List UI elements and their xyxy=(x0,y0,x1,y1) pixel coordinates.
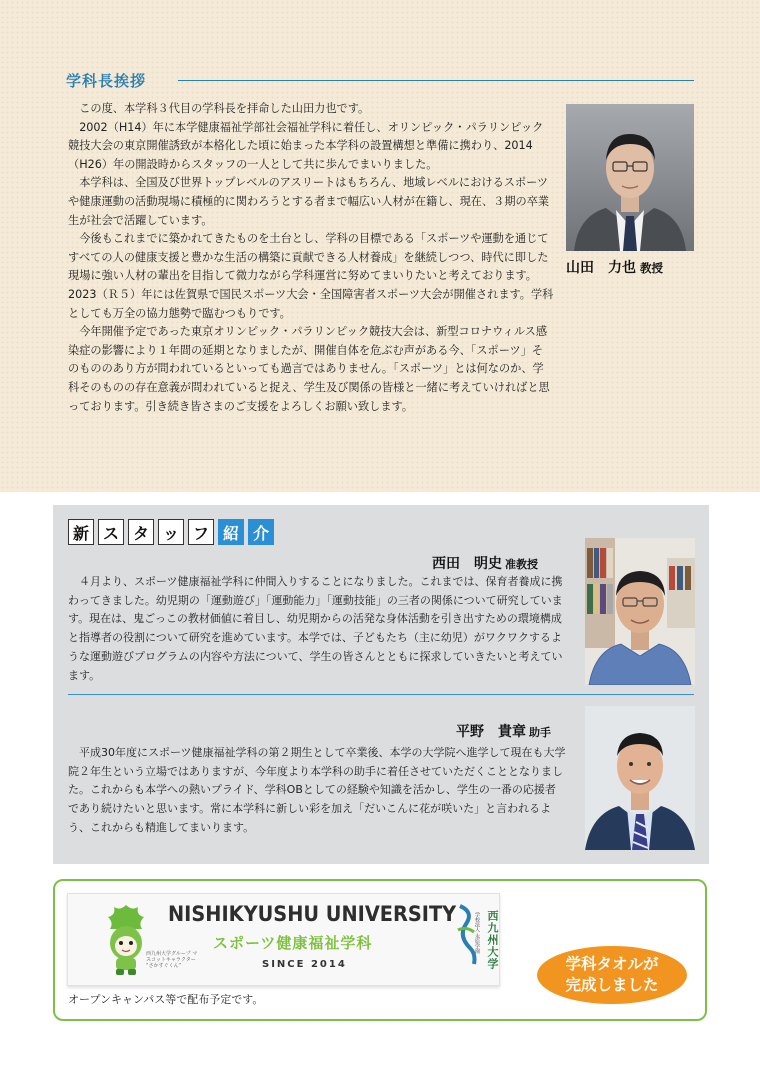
nishida-photo xyxy=(585,538,695,685)
towel-vertical-sub: 学校法人 永原学園 xyxy=(474,912,480,954)
hirano-name-text: 平野 貴章 xyxy=(456,724,526,740)
towel-since: SINCE 2014 xyxy=(262,959,347,970)
nishida-name xyxy=(432,553,538,573)
title-char: ス xyxy=(98,519,124,545)
new-staff-title xyxy=(68,519,274,545)
title-char: タ xyxy=(128,519,154,545)
greeting-message xyxy=(68,100,554,416)
nishida-intro: ４月より、スポーツ健康福祉学科に仲間入りすることになりました。これまでは、保育者養成に携わってきました。幼児期の「運動遊び」「運動能力」「運動技能」の三者の関係について研究しています。現在は、鬼ごっこの教材価値に着目し、幼児期からの活発な身体活動を引き出すための環境構成と指導者の役割について研究を進めています。本学では、子どもたち（主に幼児）がワクワクするような運動遊びプログラムの内容や方法について、学生の皆さんとともに探求していきたいと考えています。 xyxy=(68,575,563,682)
towel-vertical-brand: 西九州大学 xyxy=(486,910,499,970)
greeting-paragraph: 今年開催予定であった東京オリンピック・パラリンピック競技大会は、新型コロナウィルス感染症の影響により１年間の延期となりましたが、開催自体を危ぶむ声がある今、「スポーツ」そのもののあり方が問われているといっても過言ではありません。「スポーツ」とは何なのか、学科そのものの存在意義が問われていると捉え、学生及び関係の皆様と一緒に考えていければと思っております。引き続き皆さまのご支援をよろしくお願い致します。 xyxy=(68,325,550,413)
greeting-paragraph: 今後もこれまでに築かれてきたものを土台とし、学科の目標である「スポーツや運動を通じてすべての人の健康支援と豊かな生活の構築に貢献できる人材養成」を継続しつつ、時代に即した現場に強い人材の輩出を目指して微力ながら学科運営に努めてまいりたいと考えております。2023（Ｒ５）年には佐賀県で国民スポーツ大会・全国障害者スポーツ大会が開催されます。学科としても万全の協力態勢で臨むつもりです。 xyxy=(68,232,554,320)
nishida-name-text: 西田 明史 xyxy=(432,556,502,572)
hirano-title: 助手 xyxy=(529,726,551,739)
towel-university: NISHIKYUSHU UNIVERSITY xyxy=(168,902,457,926)
towel-badge xyxy=(537,946,687,1004)
title-char: 紹 xyxy=(218,519,244,545)
mascot-caption: 西九州大学グループ マスコットキャラクター “さかすぐくん” xyxy=(146,951,198,969)
badge-line-1: 学科タオルが xyxy=(565,955,659,973)
title-char: 新 xyxy=(68,519,94,545)
towel-caption: オープンキャンパス等で配布予定です。 xyxy=(68,993,264,1006)
staff-divider xyxy=(68,694,694,695)
greeting-heading: 学科長挨拶 xyxy=(66,72,147,90)
heading-rule xyxy=(178,80,694,81)
yamada-photo xyxy=(566,104,694,251)
hirano-name xyxy=(456,721,551,741)
yamada-title: 教授 xyxy=(640,261,663,275)
towel-department: スポーツ健康福祉学科 xyxy=(213,934,373,952)
title-char: 介 xyxy=(248,519,274,545)
yamada-name-text: 山田 力也 xyxy=(566,260,636,276)
greeting-paragraph: 2002（H14）年に本学健康福祉学部社会福祉学科に着任し、オリンピック・パラリンピック競技大会の東京開催誘致が本格化した頃に始まった本学科の設置構想と準備に携わり、2014（H26）年の開設時からスタッフの一人として共に歩んでまいりました。 xyxy=(68,120,544,171)
badge-line-2: 完成しました xyxy=(565,976,659,994)
greeting-paragraph: 本学科は、全国及び世界トップレベルのアスリートはもちろん、地域レベルにおけるスポーツや健康運動の活動現場に積極的に関わろうとする者まで幅広い人材が在籍し、現在、３期の卒業生が社会で活躍しています。 xyxy=(68,176,550,227)
title-char: フ xyxy=(188,519,214,545)
mascot-icon xyxy=(104,903,148,977)
nishida-title: 准教授 xyxy=(505,558,538,571)
greeting-paragraph: この度、本学科３代目の学科長を拝命した山田力也です。 xyxy=(79,102,370,115)
yamada-name xyxy=(566,257,663,277)
title-char: ッ xyxy=(158,519,184,545)
hirano-intro: 平成30年度にスポーツ健康福祉学科の第２期生として卒業後、本学の大学院へ進学して現在も大学院２年生という立場ではありますが、今年度より本学科の助手に着任させていただくこととなりました。これからも本学への熱いプライド、学科OBとしての経験や知識を活かし、学生の一番の応援者であり続けたいと思います。常に本学科に新しい彩を加え「だいこんに花が咲いた」と言われるよう、これからも精進してまいります。 xyxy=(68,746,566,834)
hirano-photo xyxy=(585,706,695,850)
